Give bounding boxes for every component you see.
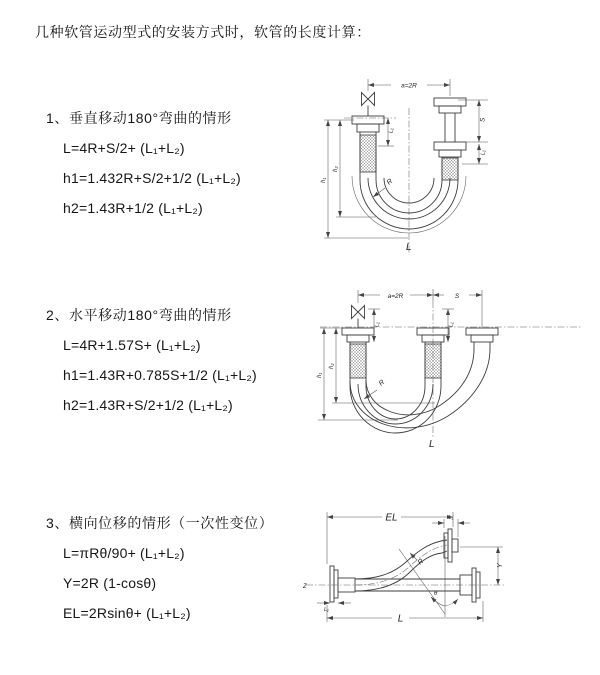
u-hose-curves: [350, 349, 490, 433]
y-label: Y: [497, 563, 504, 568]
formula-el: EL=2Rsinθ+ (L₁+L₂): [63, 605, 191, 621]
formula-h2: h2=1.43R+S/2+1/2 (L₁+L₂): [63, 397, 233, 413]
diagram-vertical-180-bend: [312, 72, 594, 260]
dim-label-l1-fixed-end: L₁: [374, 322, 381, 327]
section-vertical-movement: [46, 108, 241, 217]
valve-icon: [352, 306, 365, 329]
section-horizontal-movement: [46, 305, 257, 414]
fixed-end-pipe: [342, 328, 374, 386]
moving-end-pipe: [434, 98, 466, 180]
length-label: L: [406, 242, 412, 253]
braided-hose-section: [360, 135, 376, 172]
dim-label-l1-left: L₁: [324, 607, 329, 613]
moving-end-pipe-position2: [466, 328, 498, 350]
dim-label-l1-moving-end: L₁: [448, 322, 455, 327]
dim-label-h1: h₁: [321, 177, 327, 183]
chord-line: [399, 549, 445, 614]
braided-hose-section: [425, 344, 441, 378]
formula-length: L=4R+1.57S+ (L₁+L₂): [63, 337, 201, 353]
fixed-end-flange: [330, 566, 355, 602]
radius-label: R: [385, 177, 395, 187]
dim-label-width-a2r: a=2R: [401, 82, 417, 90]
dim-label-width-a2r: a=2R: [387, 293, 404, 300]
formula-h1: h1=1.43R+0.785S+1/2 (L₁+L₂): [63, 367, 257, 383]
braided-hose-section: [442, 158, 458, 180]
radius-label: R: [416, 557, 426, 567]
diagram-horizontal-180-bend: [310, 283, 598, 451]
section-lateral-displacement: [46, 513, 273, 622]
length-label: L: [397, 613, 404, 625]
dim-label-stroke-s: S: [479, 117, 487, 122]
dim-label-l1-moving-end: L₁: [480, 150, 487, 155]
section-2-heading: 2、水平移动180°弯曲的情形: [46, 307, 232, 323]
hose-position-displaced: [355, 540, 447, 591]
braided-hose-section: [350, 344, 366, 378]
formula-h2: h2=1.43R+1/2 (L₁+L₂): [63, 200, 203, 216]
section-1-heading: 1、垂直移动180°弯曲的情形: [46, 110, 232, 126]
theta-label: θ: [434, 591, 438, 597]
section-3-heading: 3、横向位移的情形（一次性变位）: [46, 515, 274, 531]
dim-label-h1: h₁: [317, 372, 323, 378]
dim-label-h2: h₂: [333, 166, 339, 172]
formula-y: Y=2R (1-cosθ): [63, 575, 157, 591]
fixed-end-pipe: [352, 116, 384, 180]
radius-label: R: [377, 378, 387, 388]
dim-label-stroke-s: S: [454, 293, 460, 300]
valve-icon: [362, 93, 375, 117]
el-label: EL: [385, 512, 398, 524]
axis-z-label: Z: [303, 584, 307, 590]
moving-end-flange-position2: [444, 529, 458, 562]
formula-length: L=4R+S/2+ (L₁+L₂): [63, 140, 185, 156]
dim-label-l1-top: L₁: [448, 515, 454, 521]
dim-label-h2: h₂: [329, 363, 335, 369]
diagram-lateral-displacement: [300, 506, 598, 644]
formula-h1: h1=1.432R+S/2+1/2 (L₁+L₂): [63, 170, 241, 186]
moving-end-pipe-position1: [417, 328, 449, 386]
length-label: L: [429, 439, 435, 450]
dim-label-l1-fixed-end: L₁: [388, 128, 395, 133]
formula-length: L=πRθ/90+ (L₁+L₂): [63, 545, 185, 561]
page-title: 几种软管运动型式的安装方式时，软管的长度计算：: [35, 24, 371, 40]
